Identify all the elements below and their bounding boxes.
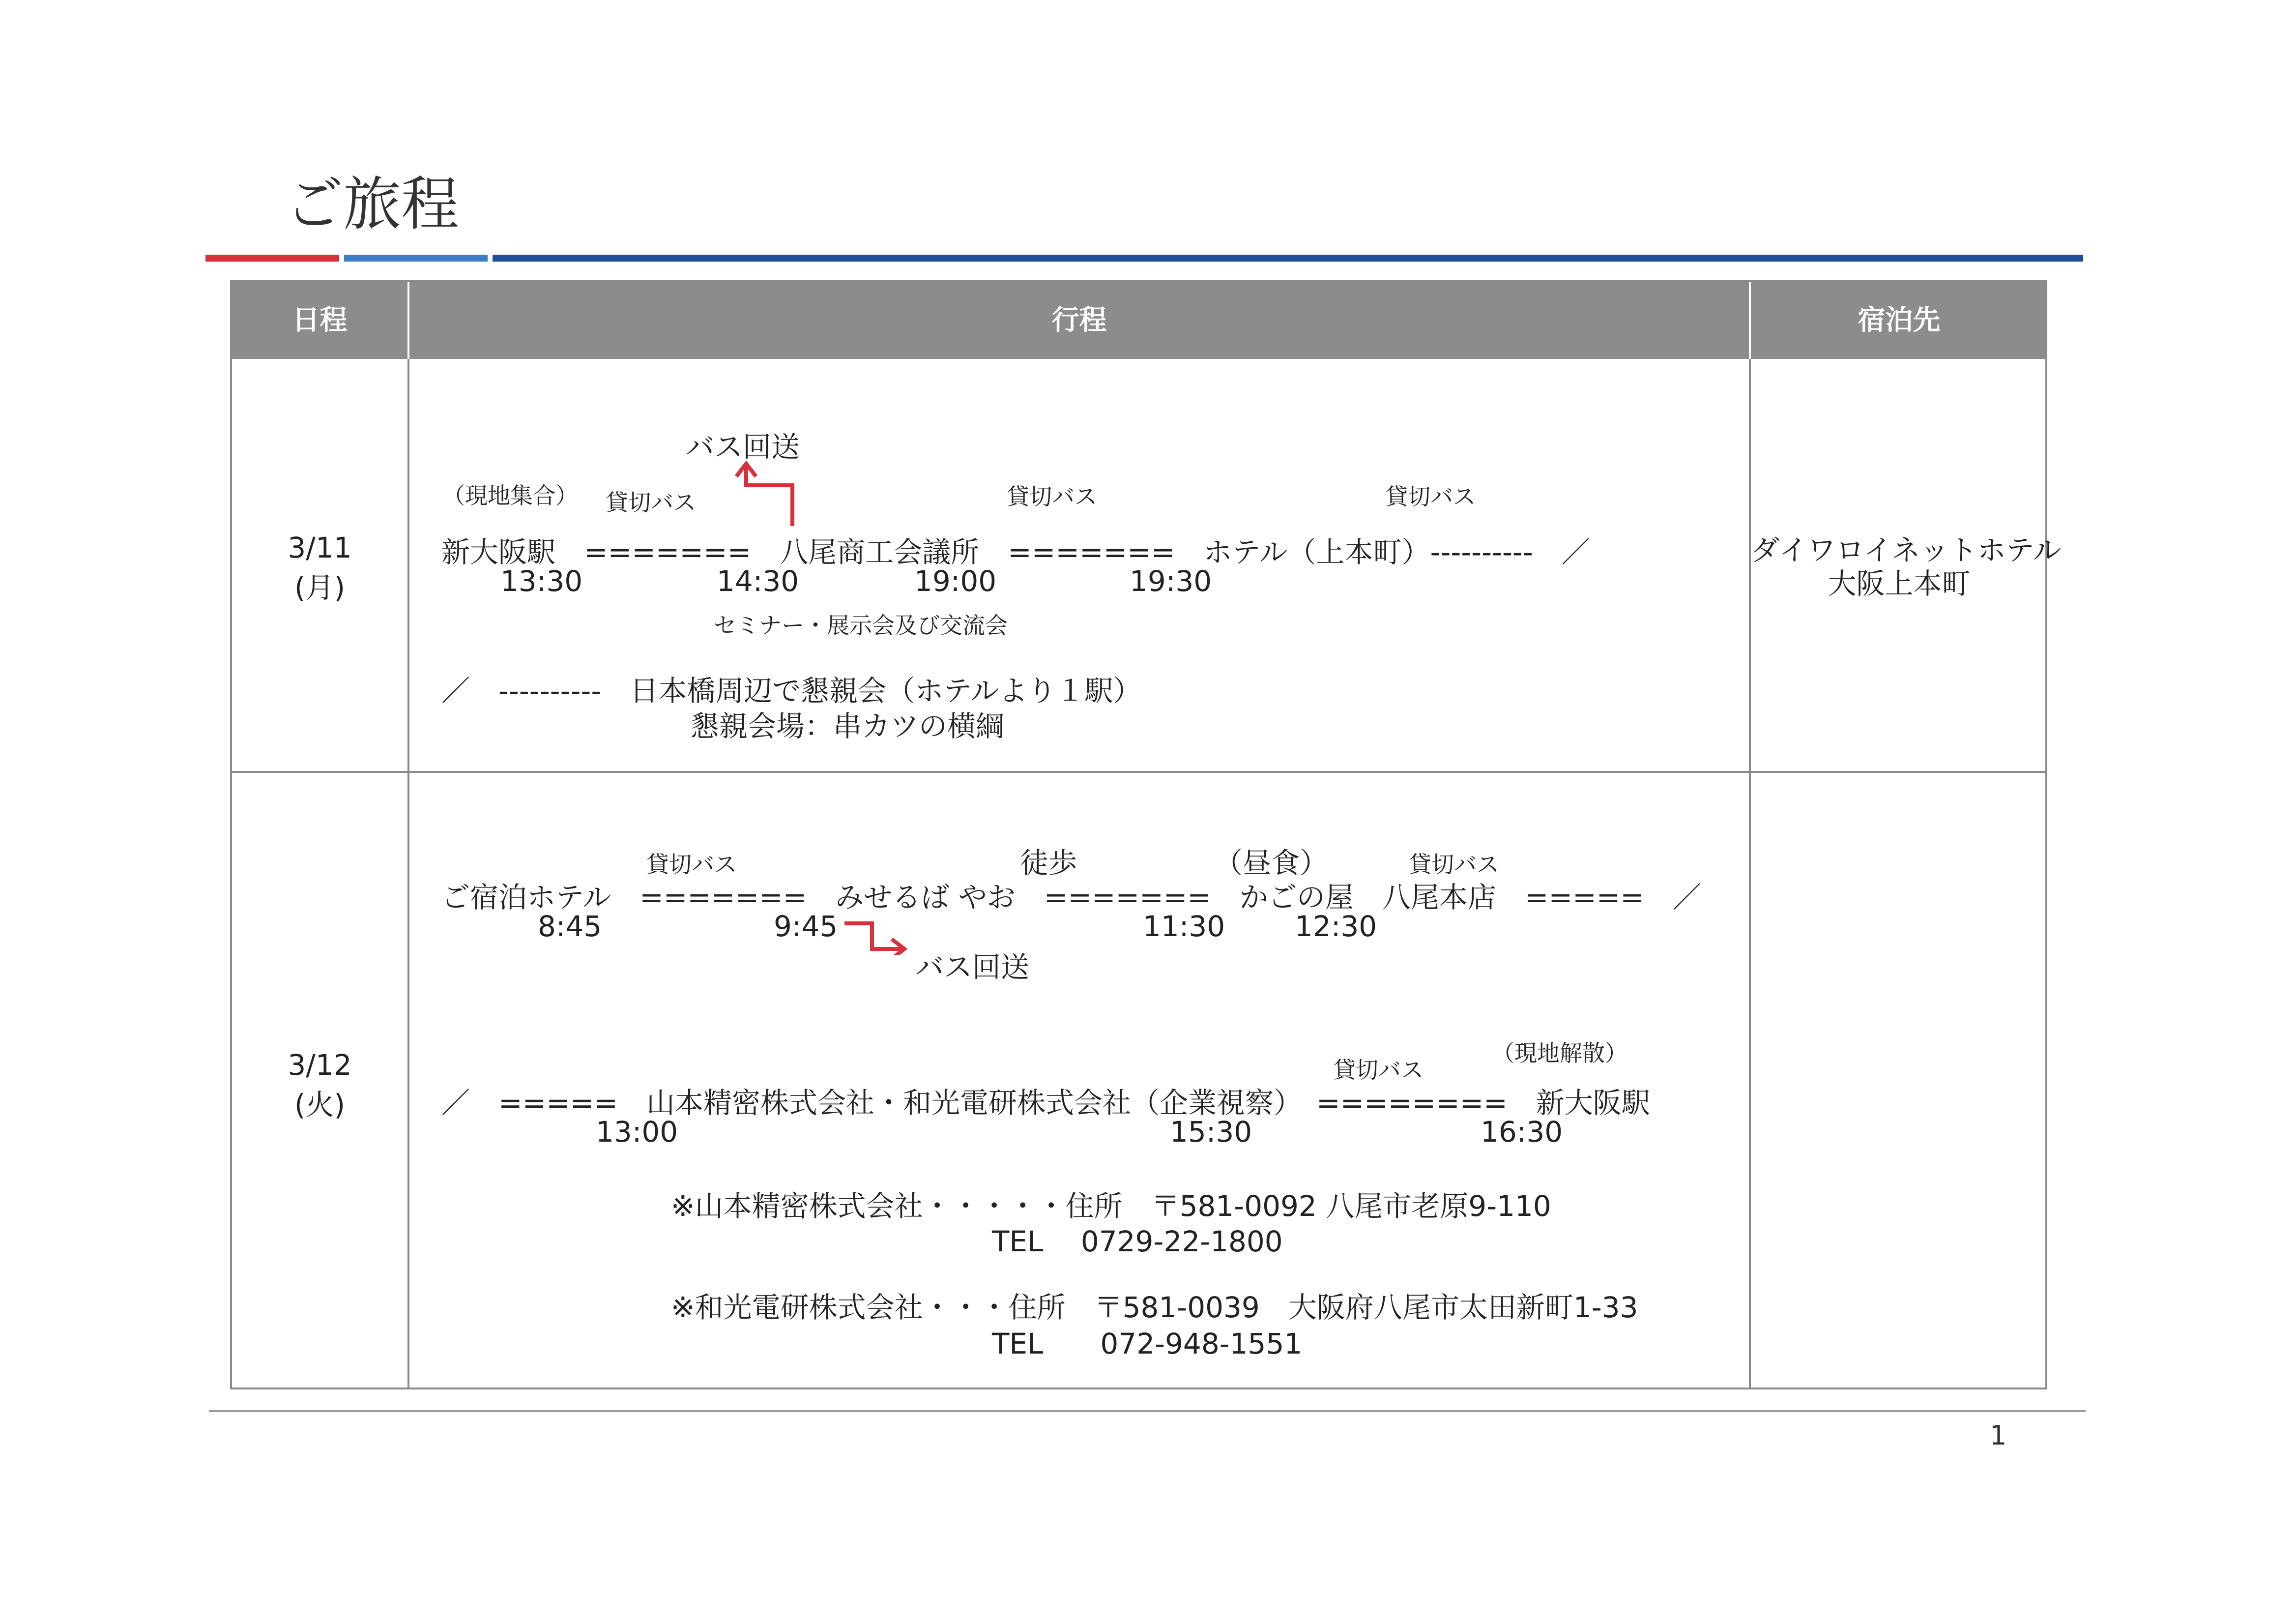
day2-time-1: 8:45: [538, 910, 602, 943]
day1-venue: 懇親会場：串カツの横綱: [691, 709, 1005, 743]
day2-bus-return: バス回送: [915, 950, 1030, 984]
day2-route-line: ご宿泊ホテル ======= みせるば やお ======= かごの屋 八尾本店 ===== ／: [441, 881, 1701, 914]
day1-bus-return: バス回送: [686, 430, 800, 464]
day2-bus-label-1: 貸切バス: [646, 851, 737, 878]
day1-bus-label-3: 貸切バス: [1385, 483, 1476, 510]
day2-time-4: 12:30: [1295, 910, 1377, 943]
note-yamamoto-address: ※山本精密株式会社・・・・・住所 〒581-0092 八尾市老原9-110: [671, 1189, 1551, 1223]
day1-date: 3/11: [288, 531, 352, 564]
column-divider: [407, 282, 409, 1388]
day2-weekday: (火): [294, 1088, 346, 1122]
header-divider: [1749, 282, 1751, 359]
header-itinerary: 行程: [1051, 304, 1107, 336]
bus-return-arrow-icon: [732, 460, 801, 529]
day1-time-2: 14:30: [717, 564, 799, 598]
day1-time-1: 13:30: [500, 564, 583, 598]
day2-time-2: 9:45: [774, 910, 838, 943]
day2-bus-label-2: 貸切バス: [1409, 851, 1499, 878]
day2-time-5: 13:00: [596, 1115, 678, 1149]
day2-lunch-label: （昼食）: [1214, 846, 1329, 880]
day1-bus-label-1: 貸切バス: [606, 489, 696, 516]
day1-meet-note: （現地集合）: [442, 482, 578, 509]
day2-time-7: 16:30: [1481, 1115, 1563, 1149]
header-date: 日程: [292, 304, 348, 336]
day2-walk-label: 徒歩: [1020, 846, 1077, 880]
day1-route-line-2: ／ ---------- 日本橋周辺で懇親会（ホテルより１駅）: [441, 674, 1142, 708]
day1-bus-label-2: 貸切バス: [1007, 483, 1097, 510]
page-title: ご旅程: [285, 170, 460, 238]
light-blue-divider-bar: [344, 255, 488, 262]
day2-bus-label-3: 貸切バス: [1333, 1057, 1424, 1083]
header-divider: [407, 282, 409, 359]
page-number: 1: [1990, 1420, 2007, 1451]
bus-return-arrow-icon: [844, 920, 907, 955]
day1-lodging-line1: ダイワロイネットホテル: [1751, 533, 2062, 567]
red-divider-bar: [205, 255, 339, 262]
blue-divider-bar: [493, 255, 2083, 262]
day1-route-line: 新大阪駅 ======= 八尾商工会議所 ======= ホテル（上本町）---------- ／: [441, 535, 1590, 569]
day2-route-line-2: ／ ===== 山本精密株式会社・和光電研株式会社（企業視察） ======== 新大阪駅: [441, 1086, 1650, 1120]
note-wako-tel: TEL 072-948-1551: [992, 1327, 1303, 1360]
day2-time-6: 15:30: [1170, 1115, 1252, 1149]
footer-line: [209, 1410, 2086, 1412]
day1-time-3: 19:00: [914, 564, 997, 598]
note-yamamoto-tel: TEL 0729-22-1800: [992, 1225, 1283, 1258]
row-divider: [232, 771, 2045, 773]
note-wako-address: ※和光電研株式会社・・・住所 〒581-0039 大阪府八尾市太田新町1-33: [671, 1291, 1638, 1324]
day2-time-3: 11:30: [1143, 910, 1225, 943]
day2-disband-note: （現地解散）: [1492, 1040, 1628, 1066]
day2-date: 3/12: [288, 1048, 352, 1082]
column-divider: [1749, 282, 1751, 1388]
day1-weekday: (月): [294, 571, 346, 604]
header-lodging: 宿泊先: [1858, 304, 1941, 336]
day1-time-4: 19:30: [1130, 564, 1212, 598]
day1-seminar-note: セミナー・展示会及び交流会: [714, 612, 1008, 639]
day1-lodging-line2: 大阪上本町: [1828, 567, 1971, 600]
